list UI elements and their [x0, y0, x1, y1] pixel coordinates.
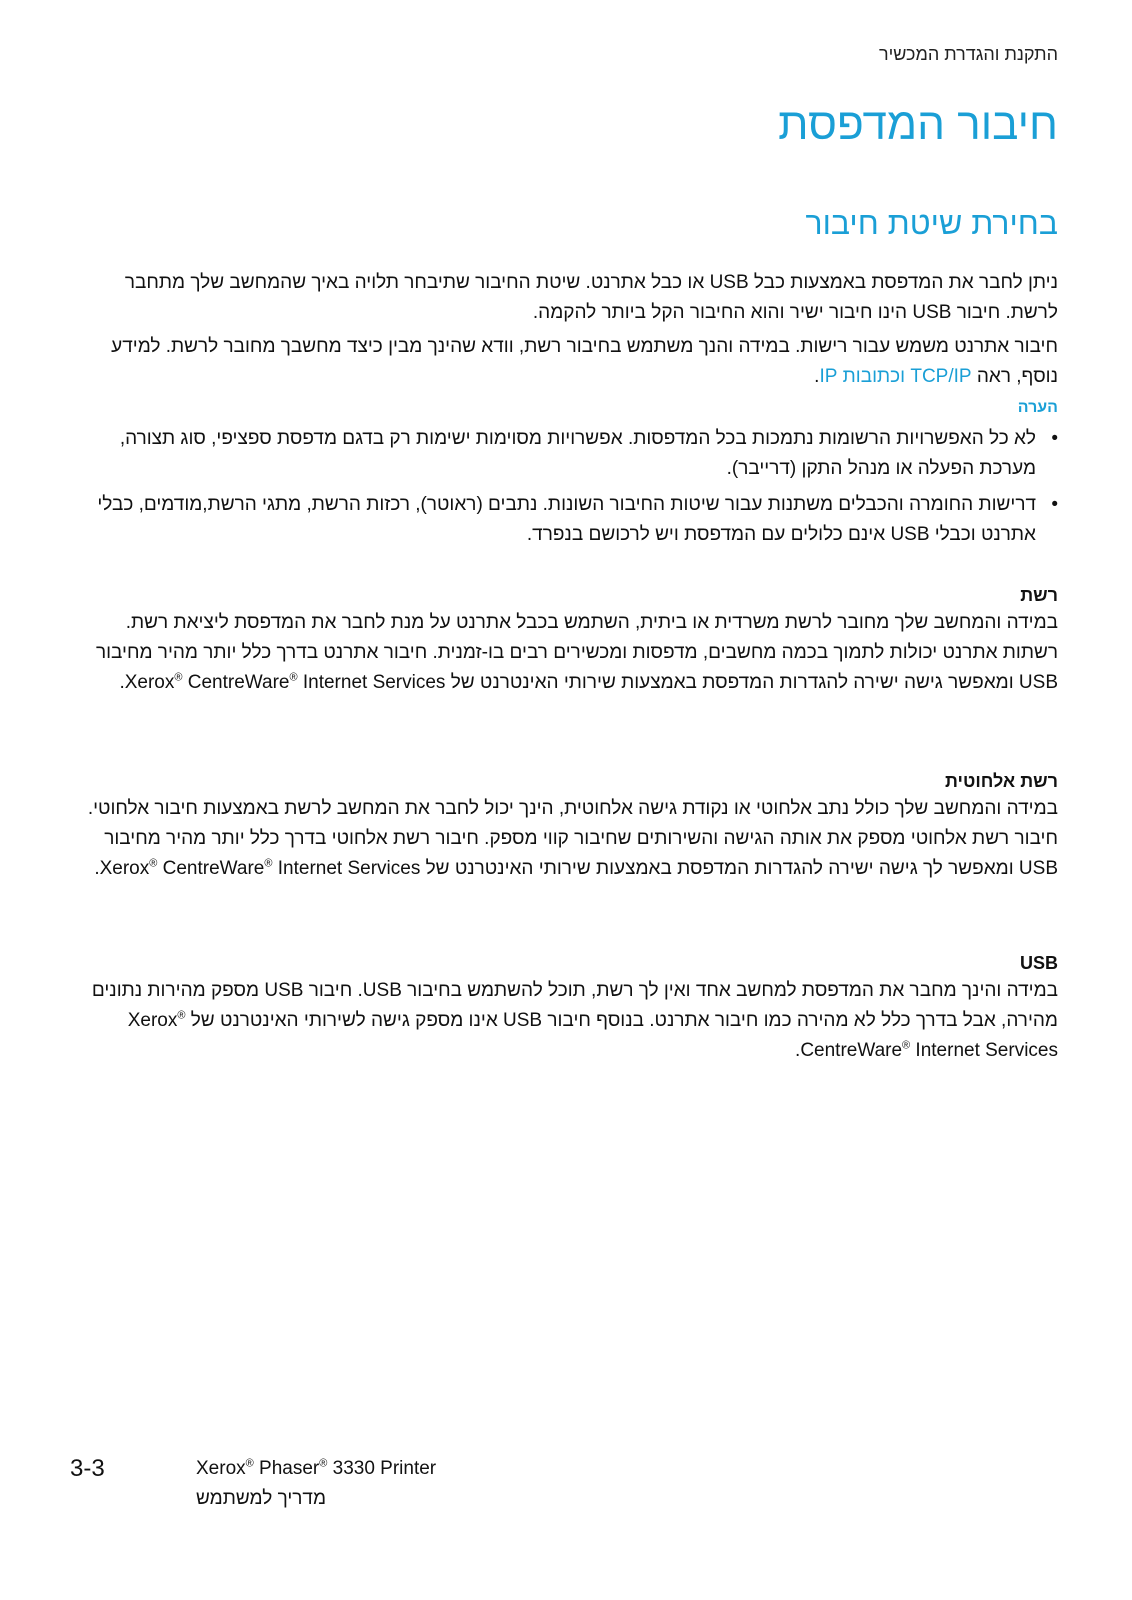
xerox-brand: Xerox® CentreWare® Internet Services: [124, 671, 446, 693]
intro-paragraph-1: ניתן לחבר את המדפסת באמצעות כבל USB או כבל אתרנט. שיטת החיבור שתיבחר תלויה באיך שהמחשב שלך מתחבר לרשת. חיבור USB הינו חיבור ישיר והוא החיבור הקל ביותר להקמה.: [124, 272, 1058, 323]
note-item-text: דרישות החומרה והכבלים משתנות עבור שיטות החיבור השונות. נתבים (ראוטר), רכזות הרשת, מתגי הרשת,מודמים, כבלי אתרנט וכבלי USB אינם כלולים עם המדפסת ויש לרכושם בנפרד.: [97, 494, 1036, 545]
document-page: [82, 0, 1058, 1600]
xerox-brand: Xerox® CentreWare® Internet Services: [127, 1009, 1058, 1061]
network-paragraph: במידה והמחשב שלך מחובר לרשת משרדית או ביתית, השתמש בכבל אתרנט על מנת לחבר את המדפסת ליציאת רשת. רשתות אתרנט יכולות לתמוך בכמה מחשבים, מדפסות ומכשירים רבים בו-זמנית. חיבור אתרנט בדרך כלל יותר מהיר מחיבור USB ומאפשר גישה ישירה להגדרות המדפסת באמצעות שירותי האינטרנט של Xerox® CentreWare® Internet Services.: [95, 612, 1058, 693]
note-item: [82, 490, 1058, 550]
wireless-text: במידה והמחשב שלך כולל נתב אלחוטי או נקודת גישה אלחוטית, הינך יכול לחבר את המחשב לרשת באמצעות חיבור אלחוטי. חיבור רשת אלחוטי מספק את אותה הגישה והשירותים שחיבור קווי מספק. חיבור רשת אלחוטי בדרך כלל יותר מהיר מחיבור USB ומאפשר לך גישה ישירה להגדרות המדפסת באמצעות שירותי האינטרנט של: [87, 798, 1058, 879]
usb-section: [82, 950, 1058, 1066]
intro-block: [82, 268, 1058, 556]
usb-heading: USB: [1019, 953, 1058, 973]
section-title: בחירת שיטת חיבור: [805, 205, 1058, 241]
note-item-text: לא כל האפשרויות הרשומות נתמכות בכל המדפסות. אפשרויות מסוימות ישימות רק בדגם מדפסת ספציפי, סוג תצורה, מערכת הפעלה או מנהל התקן (דרייבר).: [119, 428, 1036, 479]
wireless-heading: רשת אלחוטית: [944, 771, 1058, 791]
network-section: [82, 582, 1058, 698]
note-item: [82, 424, 1058, 484]
intro-paragraph-2-end: .: [814, 366, 820, 387]
wireless-paragraph: במידה והמחשב שלך כולל נתב אלחוטי או נקודת גישה אלחוטית, הינך יכול לחבר את המחשב לרשת באמצעות חיבור אלחוטי. חיבור רשת אלחוטי מספק את אותה הגישה והשירותים שחיבור קווי מספק. חיבור רשת אלחוטי בדרך כלל יותר מהיר מחיבור USB ומאפשר לך גישה ישירה להגדרות המדפסת באמצעות שירותי האינטרנט של Xerox® CentreWare® Internet Services.: [87, 798, 1058, 879]
note-list: [82, 424, 1058, 550]
note-label: הערה: [1017, 399, 1058, 416]
footer-product: [196, 1454, 436, 1514]
page-title: חיבור המדפסת: [778, 100, 1058, 149]
network-heading: רשת: [1020, 585, 1058, 605]
page-number: 3-3: [70, 1455, 105, 1482]
footer-guide: מדריך למשתמש: [196, 1488, 327, 1509]
network-text: במידה והמחשב שלך מחובר לרשת משרדית או ביתית, השתמש בכבל אתרנט על מנת לחבר את המדפסת ליציאת רשת. רשתות אתרנט יכולות לתמוך בכמה מחשבים, מדפסות ומכשירים רבים בו-זמנית. חיבור אתרנט בדרך כלל יותר מהיר מחיבור USB ומאפשר גישה ישירה להגדרות המדפסת באמצעות שירותי האינטרנט של: [95, 612, 1058, 693]
running-header: התקנת והגדרת המכשיר: [878, 44, 1058, 64]
intro-paragraph-2-text: חיבור אתרנט משמש עבור רישות. במידה והנך משתמש בחיבור רשת, וודא שהינך מבין כיצד מחשבך מחובר לרשת. למידע נוסף, ראה: [111, 336, 1058, 387]
usb-paragraph: במידה והינך מחבר את המדפסת למחשב אחד ואין לך רשת, תוכל להשתמש בחיבור USB. חיבור USB מספק מהירות נתונים מהירה, אבל בדרך כלל לא מהירה כמו חיבור אתרנט. בנוסף חיבור USB אינו מספק גישה לשירותי האינטרנט של Xerox® CentreWare® Internet Services.: [91, 980, 1058, 1061]
bullet-icon: •: [1051, 494, 1058, 515]
footer-product-name: Xerox® Phaser® 3330 Printer: [196, 1457, 437, 1479]
usb-text: במידה והינך מחבר את המדפסת למחשב אחד ואין לך רשת, תוכל להשתמש בחיבור USB. חיבור USB מספק מהירות נתונים מהירה, אבל בדרך כלל לא מהירה כמו חיבור אתרנט. בנוסף חיבור USB אינו מספק גישה לשירותי האינטרנט של: [91, 980, 1058, 1031]
intro-paragraph-2: [82, 332, 1058, 392]
tcpip-link[interactable]: TCP/IP וכתובות IP: [819, 366, 972, 387]
bullet-icon: •: [1051, 428, 1058, 449]
wireless-section: [82, 768, 1058, 884]
xerox-brand: Xerox® CentreWare® Internet Services: [99, 857, 421, 879]
